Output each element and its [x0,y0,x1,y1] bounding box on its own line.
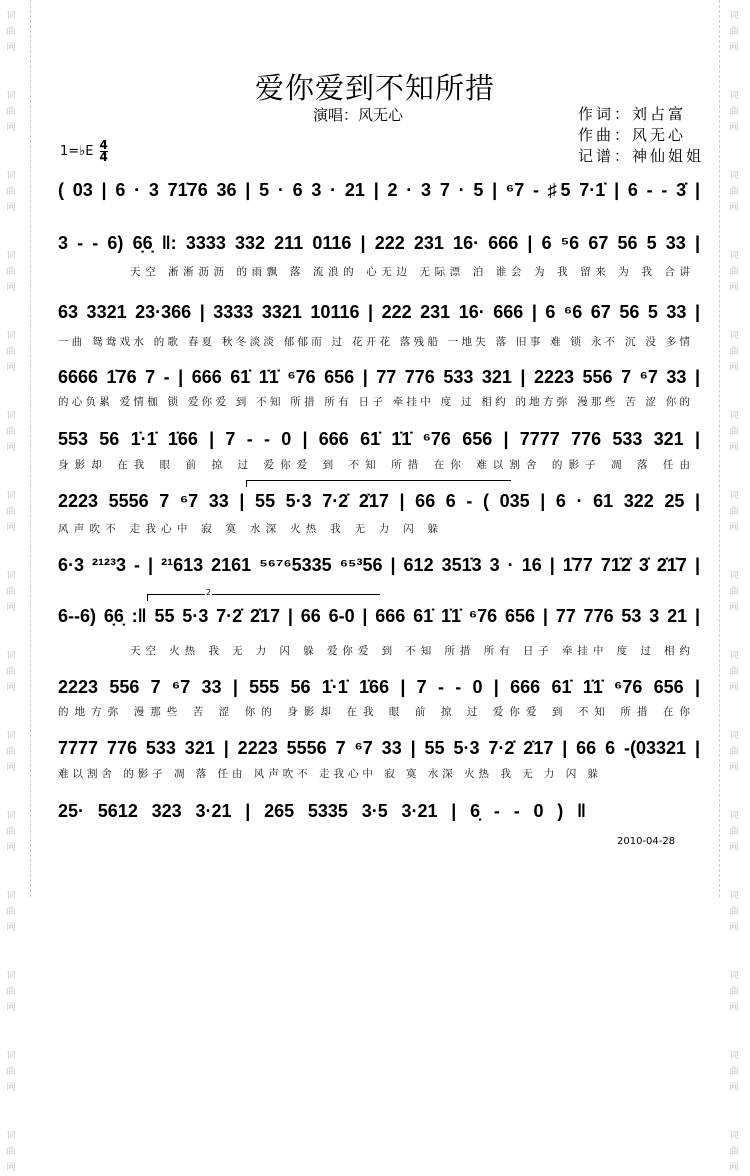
lyrics-line-3: 一曲 鸳鸯戏水 的歌 春夏 秋冬淡淡 郁郁而 过 花开花 落残船 一地失 落 旧事 难 锁 永不 沉 没 多情 [58,336,690,348]
time-signature [100,140,108,163]
volta-bracket-2 [147,594,380,601]
song-title: 爱你爱到不知所措 [254,71,495,105]
date: 2010-04-28 [617,836,676,847]
right-margin-line [719,0,720,897]
lyrics-line-9: 的地方弥 漫那些 苦 涩 你的 身影却 在我 眼 前 掠 过 爱你爱 到 不知 所措 在你 [58,706,690,718]
time-bottom: 4 [99,150,108,164]
lyrics-line-8: 天空 火热 我 无 力 闪 躲 爱你爱 到 不知 所措 所有 日子 牵挂中 度 过 相约 [130,645,690,657]
watermark-left: 词 曲 网 词 曲 网 词 曲 网 词 曲 网 词 曲 网 词 曲 网 词 曲 网 词 曲 网 词 曲 网 词 曲 网 词 曲 网 词 曲 网 词 曲 网 词 曲 网 词 曲 网 [6,11,16,1173]
notation-line-7: 6·3 ²¹²³3 - | ²¹613 2161 ⁵⁶⁷⁶5335 ⁶⁵³56 | 612 351̇3 3 · 16 | 1̇77 71̇2̇ 3̇ 2̇1̇7 | [58,555,700,575]
notation-line-9: 2223 556 7 ⁶7 33 | 555 56 1̇·1̇ 1̇66 | 7 - - 0 | 666 61̇ 1̇1̇ ⁶76 656 | [58,677,700,697]
notation-line-6: 2223 5556 7 ⁶7 33 | 55 5·3 7·2̇ 2̇17 | 66 6 - ( 035 | 6 · 61 322 25 | [58,491,700,511]
left-margin-line [30,0,31,897]
lyrics-line-5: 身影却 在我 眼 前 掠 过 爱你爱 到 不知 所措 在你 难以割舍 的影子 凋 落 任由 [58,459,690,471]
volta-label: 2 [206,588,212,597]
lyrics-line-6: 风声吹不 走我心中 寂 寞 水深 火热 我 无 力 闪 躲 [58,523,438,535]
notation-line-2: 3 - - 6) 6̣6̣ ‖: 3333 332 211 0116 | 222 231 16· 666 | 6 ⁵6 67 56 5 33 | [58,233,700,253]
lyrics-line-4: 的心负累 爱情枷 锁 爱你爱 到 不知 所措 所有 日子 牵挂中 度 过 相约 的地方弥 漫那些 苦 涩 你的 [58,396,690,408]
lyricist: 作词：刘占富 [578,105,687,123]
credits [578,104,704,167]
volta-bracket-1 [246,480,511,487]
watermark-right: 词 曲 网 词 曲 网 词 曲 网 词 曲 网 词 曲 网 词 曲 网 词 曲 网 词 曲 网 词 曲 网 词 曲 网 词 曲 网 词 曲 网 词 曲 网 词 曲 网 词 曲 网 [729,11,739,1173]
notation-line-11: 25· 5612 323 3·21 | 265 5335 3·5 3·21 | 6̣ - - 0 ) ‖ [58,801,586,821]
time-top: 4 [99,138,108,152]
notation-line-3: 63 3321 23·366 | 3333 3321 10116 | 222 231 16· 666 | 6 ⁶6 67 56 5 33 | [58,302,700,322]
transcriber: 记谱：神仙姐姐 [578,147,705,165]
lyrics-line-10: 难以割舍 的影子 凋 落 任由 风声吹不 走我心中 寂 寞 水深 火热 我 无 力 闪 躲 [58,768,598,780]
key-label: 1=♭E [60,144,94,159]
notation-line-5: 553 56 1̇·1̇ 1̇66 | 7 - - 0 | 666 61̇ 1̇1̇ ⁶76 656 | 7777 776 533 321 | [58,429,700,449]
notation-line-1: ( 03 | 6 · 3 71̇76 36 | 5 · 6 3 · 21 | 2 · 3 7 · 5 | ⁶7 - ♯5 7·1̇ | 6 - - 3̇ | [58,180,700,200]
key-signature [60,140,108,163]
singer: 演唱：风无心 [313,106,404,124]
notation-line-8: 6--6) 6̣6̣ :‖ 55 5·3 7·2̇ 2̇17 | 66 6-0 | 666 61̇ 1̇1̇ ⁶76 656 | 77 776 53 3 21 | [58,606,700,626]
composer: 作曲：风无心 [578,126,687,144]
notation-line-10: 7777 776 533 321 | 2223 5556 7 ⁶7 33 | 55 5·3 7·2̇ 2̇17 | 66 6 -(03321 | [58,738,700,758]
lyrics-line-2: 天空 淅淅沥沥 的雨飘 落 流浪的 心无边 无际漂 泊 谁会 为 我 留来 为 我 合讲 [130,266,690,278]
notation-line-4: 6666 1̇76 7 - | 666 61̇ 1̇1̇ ⁶76 656 | 77 776 533 321 | 2223 556 7 ⁶7 33 | [58,367,700,387]
